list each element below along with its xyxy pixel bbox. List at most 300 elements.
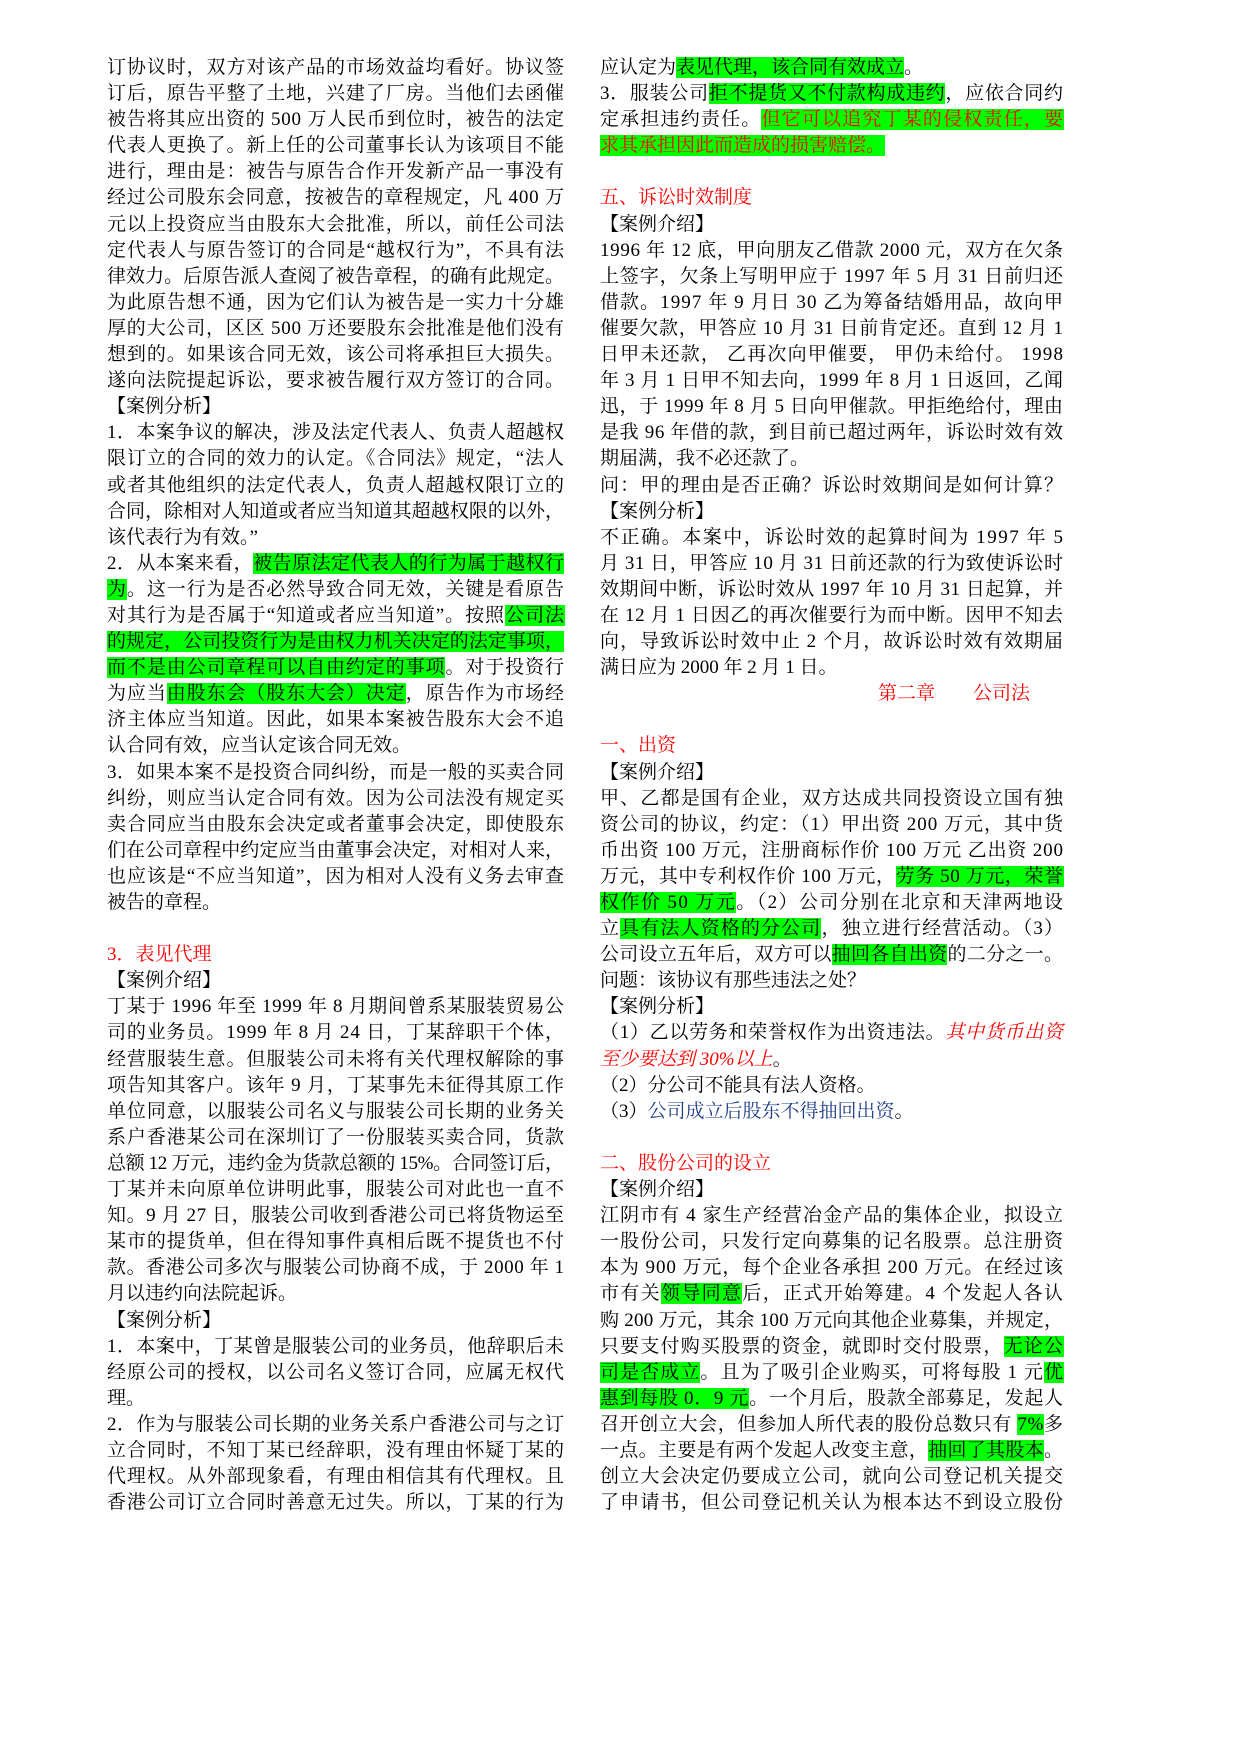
text-line (600, 420, 1063, 446)
text-line (600, 1047, 1063, 1073)
left-column (107, 55, 564, 1516)
text-run: 了申请书，但公司登记机关认为根本达不到设立股份 (600, 1492, 1065, 1514)
text-line (600, 890, 1063, 916)
text-run: 定承担违约责任。 (600, 109, 762, 131)
text-run: 2．从本案来看， (107, 552, 254, 574)
line-content (107, 553, 564, 574)
text-run: 市有关 (600, 1283, 662, 1305)
highlighted-red-text: 求其承担因此而造成的损害赔偿。 (600, 135, 886, 157)
line-content (107, 344, 565, 365)
text-line (107, 1334, 564, 1360)
highlighted-text: 被告原法定代表人的行为属于越权行 (253, 552, 565, 574)
blank-line (600, 1125, 1063, 1151)
line-content (107, 709, 565, 730)
line-content (600, 475, 1064, 496)
line-content (107, 892, 221, 913)
line-content (107, 1336, 564, 1357)
line-content (600, 735, 676, 756)
chapter-heading (600, 681, 1063, 707)
text-line (600, 1360, 1063, 1386)
highlighted-text: 表见代理，该合同有效成立 (676, 57, 905, 78)
line-content (600, 579, 1064, 600)
text-line (107, 81, 564, 107)
line-content (600, 657, 838, 678)
highlighted-text: 抽回各自出资 (831, 944, 948, 966)
text-line (600, 551, 1063, 577)
line-content (600, 370, 1064, 391)
line-content (600, 918, 1064, 939)
line-content (600, 1075, 876, 1096)
line-content (600, 135, 885, 156)
highlighted-text: 抽回了其股本 (928, 1439, 1044, 1461)
text-run: 问题：该协议有那些违法之处？ (600, 970, 867, 992)
line-content (600, 83, 1064, 104)
text-line (600, 655, 1063, 681)
line-content (107, 135, 565, 156)
text-line (600, 1203, 1063, 1229)
text-run: 一点。主要是有两个发起人改变主意， (600, 1439, 929, 1461)
line-content (600, 1388, 1064, 1409)
line-content (107, 1414, 564, 1435)
text-line (107, 1229, 564, 1255)
text-run: 理。 (107, 1387, 146, 1409)
text-run: 经营服装生意。但服装公司未将有关代理权解除的事 (107, 1048, 565, 1070)
section-heading (600, 185, 1063, 211)
line-content (107, 1231, 565, 1252)
text-run: 效期间中断，诉讼时效从 1997 年 10 月 31 日起算，并 (600, 578, 1064, 600)
line-content (600, 57, 923, 78)
text-line (107, 838, 564, 864)
line-content (600, 501, 714, 522)
heading-text: 第二章 公司法 (878, 683, 1031, 705)
text-run: 问：甲的理由是否正确？诉讼时效期间是如何计算？ (600, 474, 1065, 496)
line-content (107, 1310, 221, 1331)
line-content (600, 318, 1064, 339)
text-run: 对其行为是否属于“知道或者应当知道”。按照 (107, 604, 506, 626)
text-line (107, 707, 564, 733)
line-content (600, 266, 1064, 287)
text-line (107, 1360, 564, 1386)
text-line (600, 968, 1063, 994)
text-run: 为应当 (107, 683, 167, 705)
text-line (600, 446, 1063, 472)
line-content (107, 735, 411, 756)
text-run: （2）分公司不能具有法人资格。 (600, 1074, 876, 1096)
blue-text: 公司成立后股东不得抽回出资 (647, 1100, 895, 1122)
text-line (600, 264, 1063, 290)
text-run: 立 (600, 918, 621, 940)
text-run: 认合同有效，应当认定该合同无效。 (107, 735, 412, 757)
text-line (107, 1464, 564, 1490)
text-run: 上签字，欠条上写明甲应于 1997 年 5 月 31 日前归还 (600, 265, 1064, 287)
text-run: 迅，于 1999 年 8 月 5 日向甲催款。甲拒绝给付，理由 (600, 396, 1064, 418)
line-content (107, 214, 565, 235)
text-line (600, 786, 1063, 812)
line-content (107, 970, 221, 991)
text-line (600, 629, 1063, 655)
text-line (107, 238, 564, 264)
text-line (107, 994, 564, 1020)
highlighted-text: 权作价 50 万元 (600, 892, 737, 913)
text-run: ，独立进行经营活动。（3） (821, 918, 1065, 940)
line-content (107, 631, 564, 652)
section-heading (600, 1151, 1063, 1177)
text-run: 香港公司订立合同时善意无过失。所以，丁某的行为 (107, 1492, 565, 1514)
line-content (107, 448, 565, 469)
text-run: 【案例分析】 (107, 396, 222, 418)
text-line (600, 1412, 1063, 1438)
text-run: 某市的提货单，但在得知事件真相后既不提货也不付 (107, 1231, 565, 1253)
highlighted-text: 司是否成立 (600, 1361, 701, 1383)
text-run: 满日应为 2000 年 2 月 1 日。 (600, 657, 838, 679)
line-content (107, 1205, 565, 1226)
text-run: 1996 年 12 底，甲向朋友乙借款 2000 元，双方在欠条 (600, 239, 1064, 261)
line-content (107, 1101, 565, 1122)
line-content (600, 344, 1064, 365)
text-run: （3） (600, 1100, 648, 1122)
line-content (600, 109, 1064, 130)
line-content (107, 840, 564, 861)
text-run: 丁某并未向原单位讲明此事，服装公司对此也一直不 (107, 1179, 565, 1201)
text-run: 遂向法院提起诉讼，要求被告履行双方签订的合同。 (107, 370, 565, 392)
text-run: 月 31 日，甲答应 10 月 31 日前还款的行为致使诉讼时 (600, 552, 1064, 574)
line-content (107, 1388, 145, 1409)
text-run: 想到的。如果该合同无效，该公司将承担巨大损失。 (107, 344, 565, 366)
text-run: 元以上投资应当由股东大会批准，所以，前任公司法 (107, 213, 565, 235)
text-run: 年 3 月 1 日甲不知去向，1999 年 8 月 1 日返回，乙闻 (600, 370, 1064, 392)
line-content (600, 605, 1064, 626)
highlighted-text: 无论公 (1003, 1335, 1065, 1357)
highlighted-text: 为 (107, 578, 127, 600)
text-run: 。（2）公司分别在北京和天津两地设 (736, 892, 1065, 913)
text-run: 创立大会决定仍要成立公司，就向公司登记机关提交 (600, 1466, 1065, 1488)
blank-line (107, 916, 564, 942)
highlighted-text: 惠到每股 0．9 元 (600, 1387, 750, 1409)
text-line (107, 551, 564, 577)
text-line (600, 760, 1063, 786)
line-content (107, 1283, 297, 1304)
text-run: 3．如果本案不是投资合同纠纷，而是一般的买卖合同 (107, 761, 565, 783)
text-line (107, 107, 564, 133)
text-line (600, 290, 1063, 316)
line-content (600, 970, 866, 991)
text-run: 公司设立五年后，双方可以 (600, 944, 832, 966)
line-content (107, 1075, 565, 1096)
line-content (600, 1283, 1064, 1304)
text-line (107, 812, 564, 838)
text-line (107, 1412, 564, 1438)
line-content (107, 762, 564, 783)
line-content (107, 266, 564, 287)
line-content (878, 683, 1030, 704)
line-content (600, 814, 1064, 835)
line-content (107, 292, 565, 313)
line-content (600, 1492, 1064, 1513)
line-content (107, 161, 565, 182)
text-run: 项告知其客户。该年 9 月，丁某事先未征得其原工作 (107, 1074, 565, 1096)
text-line (600, 1490, 1063, 1516)
text-run: 日甲未还款， 乙再次向甲催要， 甲仍未给付。 1998 (600, 344, 1065, 366)
text-run: 向，导致诉讼时效中止 2 个月，故诉讼时效有效期届 (600, 631, 1065, 653)
text-run: ，原告作为市场经 (405, 683, 565, 705)
text-line (107, 733, 564, 759)
red-italic-text: 其中货币出资 (945, 1022, 1064, 1044)
text-run: 召开创立大会，但参加人所代表的股份总数只有 (600, 1413, 1018, 1435)
text-run: 币出资 100 万元，注册商标作价 100 万元 乙出资 200 (600, 839, 1064, 861)
text-run: 。这一行为是否必然导致合同无效，关键是看原告 (126, 578, 565, 600)
line-content (107, 83, 565, 104)
text-line (600, 864, 1063, 890)
highlighted-text: 优 (1043, 1361, 1065, 1383)
line-content (600, 1231, 1064, 1252)
line-content (600, 292, 1064, 313)
text-line (107, 760, 564, 786)
section-heading (107, 942, 564, 968)
text-line (600, 994, 1063, 1020)
text-line (600, 942, 1063, 968)
text-run: 款。香港公司多次与服装公司协商不成，于 2000 年 1 (107, 1257, 565, 1279)
line-content (107, 788, 565, 809)
line-content (107, 57, 565, 78)
heading-text: 3．表见代理 (107, 944, 212, 966)
line-content (107, 240, 565, 261)
text-line (107, 1255, 564, 1281)
text-line (600, 1255, 1063, 1281)
line-content (107, 866, 565, 887)
line-content (107, 814, 565, 835)
blank-line (600, 707, 1063, 733)
text-run: 单位同意，以服装公司名义与服装公司长期的业务关 (107, 1100, 565, 1122)
blank-line (600, 159, 1063, 185)
text-run: 纠纷，则应当认定合同有效。因为公司法没有规定买 (107, 787, 565, 809)
text-line (600, 368, 1063, 394)
highlighted-text: 由股东会（股东大会）决定 (166, 683, 406, 705)
line-content (107, 1466, 565, 1487)
line-content (600, 1049, 792, 1070)
line-content (600, 1257, 1064, 1278)
text-line (107, 786, 564, 812)
text-line (600, 1308, 1063, 1334)
text-line (107, 133, 564, 159)
text-run: 限订立的合同的效力的认定。《合同法》规定，“法人 (107, 448, 565, 470)
line-content (107, 944, 212, 965)
text-run: 。 (894, 1100, 914, 1122)
line-content (600, 527, 1065, 548)
text-run: 购 200 万元，其余 100 万元向其他企业募集，并规定， (600, 1309, 1064, 1331)
line-content (107, 475, 565, 496)
text-run: 应认定为 (600, 57, 677, 78)
text-run: 。 (904, 57, 924, 78)
line-content (600, 944, 1063, 965)
line-content (107, 605, 565, 626)
text-run: 万元，其中专利权作价 100 万元， (600, 865, 896, 887)
text-run: 月以违约向法院起诉。 (107, 1283, 298, 1305)
text-line (107, 316, 564, 342)
text-run: 。 (772, 1048, 792, 1070)
line-content (600, 1310, 1063, 1331)
text-run: 定代表人与原告签订的合同是“越权行为”，不具有法 (107, 239, 565, 261)
text-line (107, 1151, 564, 1177)
text-run: 代表人更换了。新上任的公司董事长认为该项目不能 (107, 135, 565, 157)
text-run: 1．本案争议的解决，涉及法定代表人、负责人超越权 (107, 422, 565, 444)
text-line (107, 577, 564, 603)
text-run: ，应依合同约 (945, 83, 1064, 105)
line-content (107, 1440, 565, 1461)
text-run: 1．本案中，丁某曾是服装公司的业务员，他辞职后未 (107, 1335, 565, 1357)
text-line (107, 420, 564, 446)
text-run: 订协议时，双方对该产品的市场效益均看好。协议签 (107, 57, 565, 78)
text-line (600, 1464, 1063, 1490)
text-line (600, 1229, 1063, 1255)
line-content (600, 996, 714, 1017)
text-run: 律效力。后原告派人查阅了被告章程，的确有此规定。 (107, 265, 565, 287)
text-run: 本为 900 万元，每个企业各承担 200 万元。在经过该 (600, 1257, 1064, 1279)
line-content (600, 762, 714, 783)
text-line (107, 159, 564, 185)
text-run: 系户香港某公司在深圳订了一份服装买卖合同，货款 (107, 1126, 565, 1148)
text-run: 济主体应当知道。因此，如果本案被告股东大会不追 (107, 709, 565, 731)
line-content (107, 422, 564, 443)
highlighted-text: 劳务 50 万元，荣誉 (895, 865, 1064, 887)
text-run: 。且为了吸引企业购买，可将每股 1 元 (700, 1361, 1044, 1383)
text-run: 。对于投资行 (445, 657, 565, 679)
text-line (107, 629, 564, 655)
text-line (107, 655, 564, 681)
line-content (600, 448, 809, 469)
text-line (600, 107, 1063, 133)
heading-text: 二、股份公司的设立 (600, 1152, 772, 1174)
text-line (600, 916, 1063, 942)
heading-text: 五、诉讼时效制度 (600, 187, 753, 209)
text-line (107, 525, 564, 551)
line-content (600, 1179, 714, 1200)
text-line (107, 1020, 564, 1046)
text-run: 。 (1043, 1439, 1064, 1461)
line-content (600, 1205, 1064, 1226)
text-run: 司的业务员。1999 年 8 月 24 日，丁某辞职干个体， (107, 1022, 565, 1044)
text-line (107, 1047, 564, 1073)
text-run: 后，正式开始筹建。4 个发起人各认 (742, 1283, 1065, 1305)
text-line (600, 1438, 1063, 1464)
text-run: 为此原告想不通，因为它们认为被告是一实力十分雄 (107, 291, 565, 313)
text-line (600, 838, 1063, 864)
line-content (107, 1022, 565, 1043)
text-line (600, 812, 1063, 838)
line-content (107, 1257, 565, 1278)
text-line (107, 1177, 564, 1203)
text-run: 期届满，我不必还款了。 (600, 448, 810, 470)
text-line (107, 864, 564, 890)
highlighted-text: 7% (1017, 1413, 1044, 1435)
line-content (600, 1022, 1064, 1043)
line-content (107, 396, 221, 417)
text-line (600, 133, 1063, 159)
line-content (600, 1440, 1063, 1461)
text-line (107, 1438, 564, 1464)
text-run: 资公司的协议，约定：（1）甲出资 200 万元，其中货 (600, 813, 1064, 835)
text-line (600, 342, 1063, 368)
text-line (107, 290, 564, 316)
line-content (107, 1127, 565, 1148)
line-content (600, 788, 1064, 809)
line-content (600, 240, 1064, 261)
text-run: 代理权。从外部现象看，有理由相信其有代理权。且 (107, 1466, 565, 1488)
text-run: （1）乙以劳务和荣誉权作为出资违法。 (600, 1022, 946, 1044)
line-content (600, 1336, 1064, 1357)
line-content (600, 866, 1064, 887)
text-run: 江阴市有 4 家生产经营冶金产品的集体企业，拟设立 (600, 1205, 1065, 1227)
text-run: 被告将其应出资的 500 万人民币到位时，被告的法定 (107, 109, 565, 131)
text-run: 们在公司章程中约定应当由董事会决定，对相对人来， (107, 839, 565, 861)
text-line (600, 499, 1063, 525)
text-run: 一股份公司，只发行定向募集的记名股票。总注册资 (600, 1231, 1065, 1253)
line-content (600, 1466, 1064, 1487)
highlighted-text: 而不是由公司章程可以自由约定的事项 (107, 657, 446, 679)
text-line (600, 1099, 1063, 1125)
text-line (600, 212, 1063, 238)
text-line (600, 1281, 1063, 1307)
right-column (600, 55, 1063, 1516)
text-run: 【案例介绍】 (600, 761, 715, 783)
text-line (107, 603, 564, 629)
text-line (600, 81, 1063, 107)
text-run: 立合同时，不知丁某已经辞职，没有理由怀疑丁某的 (107, 1439, 565, 1461)
heading-text: 一、出资 (600, 735, 677, 757)
line-content (600, 396, 1064, 417)
text-run: 经过公司股东会同意，按被告的章程规定，凡 400 万 (107, 187, 565, 209)
text-line (600, 1334, 1063, 1360)
text-run: 【案例介绍】 (600, 213, 715, 235)
text-line (107, 446, 564, 472)
line-content (600, 1101, 914, 1122)
line-content (107, 1492, 565, 1513)
line-content (600, 1362, 1064, 1383)
line-content (600, 1414, 1064, 1435)
line-content (107, 370, 565, 391)
line-content (600, 1153, 771, 1174)
text-line (107, 1308, 564, 1334)
line-content (107, 318, 565, 339)
text-run: 2．作为与服装公司长期的业务关系户香港公司与之订 (107, 1413, 565, 1435)
text-line (107, 1281, 564, 1307)
text-run: 借款。1997 年 9 月日 30 乙为筹备结婚用品，故向甲 (600, 291, 1065, 313)
line-content (107, 1179, 565, 1200)
line-content (600, 892, 1064, 913)
highlighted-text: 的规定，公司投资行为是由权力机关决定的法定事项， (107, 631, 565, 653)
text-line (107, 473, 564, 499)
text-line (107, 212, 564, 238)
line-content (107, 1362, 565, 1383)
line-content (107, 1049, 565, 1070)
text-line (107, 394, 564, 420)
text-line (107, 1490, 564, 1516)
section-heading (600, 733, 1063, 759)
text-line (107, 968, 564, 994)
text-run: 卖合同应当由股东会决定或者董事会决定，即使股东 (107, 813, 565, 835)
text-run: 只要支付购买股票的资金，就即时交付股票， (600, 1335, 1004, 1357)
text-run: 【案例介绍】 (107, 970, 222, 992)
text-line (600, 1020, 1063, 1046)
line-content (107, 501, 564, 522)
text-line (600, 1177, 1063, 1203)
text-run: 是我 96 年借的款，到目前已超过两年，诉讼时效有效 (600, 422, 1064, 444)
text-run: 总额 12 万元，违约金为货款总额的 15%。合同签订后， (107, 1152, 564, 1174)
text-line (600, 1073, 1063, 1099)
text-line (600, 473, 1063, 499)
line-content (107, 579, 565, 600)
line-content (107, 1153, 564, 1174)
text-line (600, 316, 1063, 342)
